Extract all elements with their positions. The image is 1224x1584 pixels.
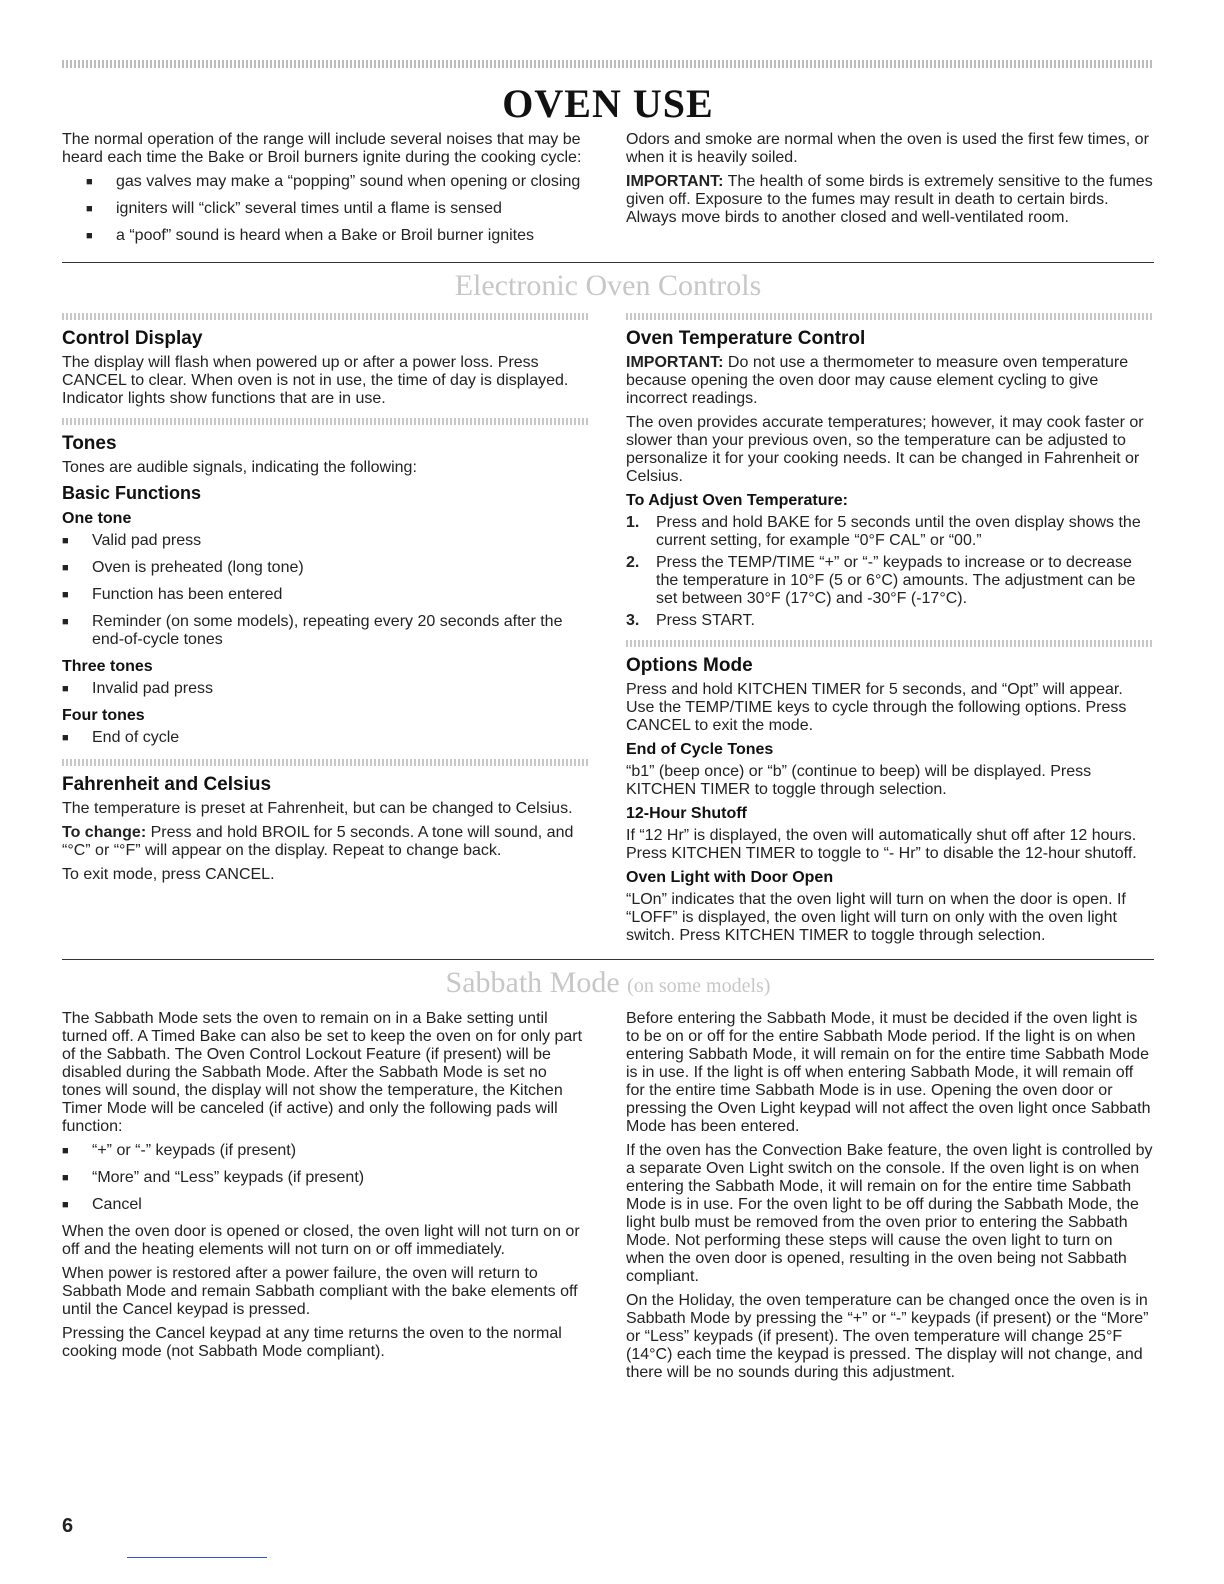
important-label: IMPORTANT: [626,354,724,371]
list-item: ■ Oven is preheated (long tone) [62,559,590,577]
oven-temp-important [626,354,1154,408]
electronic-left [62,313,590,951]
one-tone-list [62,532,590,649]
important-text: The health of some birds is extremely sensitive to the fumes given off. Exposure to the fumes may result in death to certain birds. Always move birds to another closed and well-ventilated room. [626,173,1153,226]
sabbath-pads-list [62,1142,590,1214]
important-text: Do not use a thermometer to measure oven temperature because opening the oven door may cause element cycling to give incorrect readings. [626,354,1129,407]
dotted-divider [62,759,590,766]
important-label: IMPORTANT: [626,173,724,190]
list-item: ■ End of cycle [62,729,590,747]
to-change-text: Press and hold BROIL for 5 seconds. A tone will sound, and “°C” or “°F” will appear on the display. Repeat to change back. [62,824,574,859]
list-item: ■ Valid pad press [62,532,590,550]
dotted-divider [626,313,1154,320]
step-text: Press the TEMP/TIME “+” or “-” keypads to increase or to decrease the temperature in 10°F (5 or 6°C) amounts. The adjustment can be set between 30°F (17°C) and -30°F (-17°C). [656,554,1136,607]
light-text: “LOn” indicates that the oven light will turn on when the door is open. If “LOFF” is displayed, the oven light will turn on only with the oven light switch. Press KITCHEN TIMER to toggle through selection. [626,891,1126,944]
list-item: ■ a “poof” sound is heard when a Bake or Broil burner ignites [86,227,590,245]
fahrenheit-exit: To exit mode, press CANCEL. [62,866,275,883]
four-tones-heading: Four tones [62,707,145,724]
top-decorative-bar [62,60,1154,68]
sabbath-heading-sub: (on some models) [627,975,771,997]
intro-left [62,131,590,254]
odors-text: Odors and smoke are normal when the oven is used the first few times, or when it is heavily soiled. [626,131,1149,166]
list-item: ■ Cancel [62,1196,590,1214]
shutoff-heading: 12-Hour Shutoff [626,805,747,822]
sabbath-text: Before entering the Sabbath Mode, it must be decided if the oven light is to be on or off for the entire Sabbath Mode period. If the light is on when entering Sabbath Mode, it will remain on for the entire time Sabbath Mode is in use. If the light is off when entering Sabbath Mode, it will remain off for the entire time Sabbath Mode is in use. Opening the oven door or pressing the Oven Light keypad will not affect the oven light once Sabbath Mode has been entered. [626,1010,1151,1135]
list-item: ■ Reminder (on some models), repeating every 20 seconds after the end-of-cycle tones [62,613,590,649]
control-display-heading: Control Display [62,328,203,349]
electronic-right [626,313,1154,951]
sabbath-heading-main: Sabbath Mode [445,966,620,999]
divider [62,959,1154,960]
sabbath-text: If the oven has the Convection Bake feature, the oven light is controlled by a separate Oven Light switch on the console. If the oven light is on when entering the Sabbath Mode, it will remain on for the entire time Sabbath Mode is in use. For the oven light to be off during the Sabbath Mode, the light bulb must be removed from the oven prior to entering the Sabbath Mode. Not performing these steps will cause the oven light to turn on when the oven door is opened, resulting in the oven being not Sabbath compliant. [626,1142,1153,1285]
sabbath-section [62,1010,1154,1388]
adjust-heading: To Adjust Oven Temperature: [626,492,848,509]
noise-list [62,173,590,245]
sabbath-text: Pressing the Cancel keypad at any time returns the oven to the normal cooking mode (not Sabbath Mode compliant). [62,1325,562,1360]
step-number: 3. [626,612,640,629]
sabbath-left [62,1010,590,1388]
fahrenheit-text: The temperature is preset at Fahrenheit, but can be changed to Celsius. [62,800,573,817]
sabbath-text: On the Holiday, the oven temperature can be changed once the oven is in Sabbath Mode by pressing the “+” or “-” keypads (if present) or the “More” or “Less” keypads (if present). The oven temperature will change 25°F (14°C) each time the keypad is pressed. The display will not change, and there will be no sounds during this adjustment. [626,1292,1149,1381]
list-item: ■ igniters will “click” several times until a flame is sensed [86,200,590,218]
options-text: Press and hold KITCHEN TIMER for 5 seconds, and “Opt” will appear. Use the TEMP/TIME keys to cycle through the following options. Press CANCEL to exit the mode. [626,681,1127,734]
tones-heading: Tones [62,433,117,454]
sabbath-text: When the oven door is opened or closed, the oven light will not turn on or off and the heating elements will not turn on or off immediately. [62,1223,580,1258]
sabbath-text: When power is restored after a power failure, the oven will return to Sabbath Mode and remain Sabbath compliant with the bake elements off until the Cancel keypad is pressed. [62,1265,578,1318]
list-item: ■ Invalid pad press [62,680,590,698]
step-item [626,612,1154,630]
one-tone-heading: One tone [62,510,132,527]
step-text: Press START. [656,612,755,629]
section-heading-electronic: Electronic Oven Controls [454,269,762,302]
tones-intro: Tones are audible signals, indicating the following: [62,459,417,476]
step-number: 1. [626,514,640,531]
three-tones-list [62,680,590,698]
intro-text: The normal operation of the range will include several noises that may be heard each time the Bake or Broil burners ignite during the cooking cycle: [62,131,582,166]
list-item: ■ gas valves may make a “popping” sound when opening or closing [86,173,590,191]
step-item [626,514,1154,550]
fahrenheit-heading: Fahrenheit and Celsius [62,774,272,795]
intro-section [62,131,1154,254]
page-number: 6 [62,1515,74,1537]
dotted-divider [62,418,590,425]
step-item [626,554,1154,608]
fahrenheit-change [62,824,590,860]
step-number: 2. [626,554,640,571]
control-display-text: The display will flash when powered up or after a power loss. Press CANCEL to clear. When oven is not in use, the time of day is displayed. Indicator lights show functions that are in use. [62,354,569,407]
divider [62,262,1154,263]
eoc-heading: End of Cycle Tones [626,741,774,758]
list-item: ■ Function has been entered [62,586,590,604]
page [62,60,1154,1388]
important-birds [626,173,1154,227]
to-change-label: To change: [62,824,147,841]
light-heading: Oven Light with Door Open [626,869,834,886]
page-title: OVEN USE [502,81,714,126]
eoc-text: “b1” (beep once) or “b” (continue to beep) will be displayed. Press KITCHEN TIMER to toggle through selection. [626,763,1092,798]
footer-line [127,1557,267,1558]
four-tones-list [62,729,590,747]
sabbath-text: The Sabbath Mode sets the oven to remain on in a Bake setting until turned off. A Timed Bake can also be set to keep the oven on for only part of the Sabbath. The Oven Control Lockout Feature (if present) will be disabled during the Sabbath Mode. After the Sabbath Mode is set no tones will sound, the display will not show the temperature, the Kitchen Timer Mode will be canceled (if active) and only the following pads will function: [62,1010,583,1135]
dotted-divider [62,313,590,320]
list-item: ■ “More” and “Less” keypads (if present) [62,1169,590,1187]
intro-right [626,131,1154,254]
three-tones-heading: Three tones [62,658,153,675]
options-heading: Options Mode [626,655,753,676]
shutoff-text: If “12 Hr” is displayed, the oven will automatically shut off after 12 hours. Press KITCHEN TIMER to toggle to “- Hr” to disable the 12-hour shutoff. [626,827,1137,862]
step-text: Press and hold BAKE for 5 seconds until the oven display shows the current setting, for example “0°F CAL” or “00.” [656,514,1141,549]
electronic-section [62,313,1154,951]
dotted-divider [626,640,1154,647]
oven-temp-heading: Oven Temperature Control [626,328,866,349]
list-item: ■ “+” or “-” keypads (if present) [62,1142,590,1160]
basic-functions-heading: Basic Functions [62,483,202,503]
sabbath-right [626,1010,1154,1388]
section-heading-sabbath [62,966,1154,1000]
adjust-steps [626,514,1154,630]
oven-temp-text: The oven provides accurate temperatures; however, it may cook faster or slower than your previous oven, so the temperature can be adjusted to personalize it for your cooking needs. It can be changed in Fahrenheit or Celsius. [626,414,1144,485]
